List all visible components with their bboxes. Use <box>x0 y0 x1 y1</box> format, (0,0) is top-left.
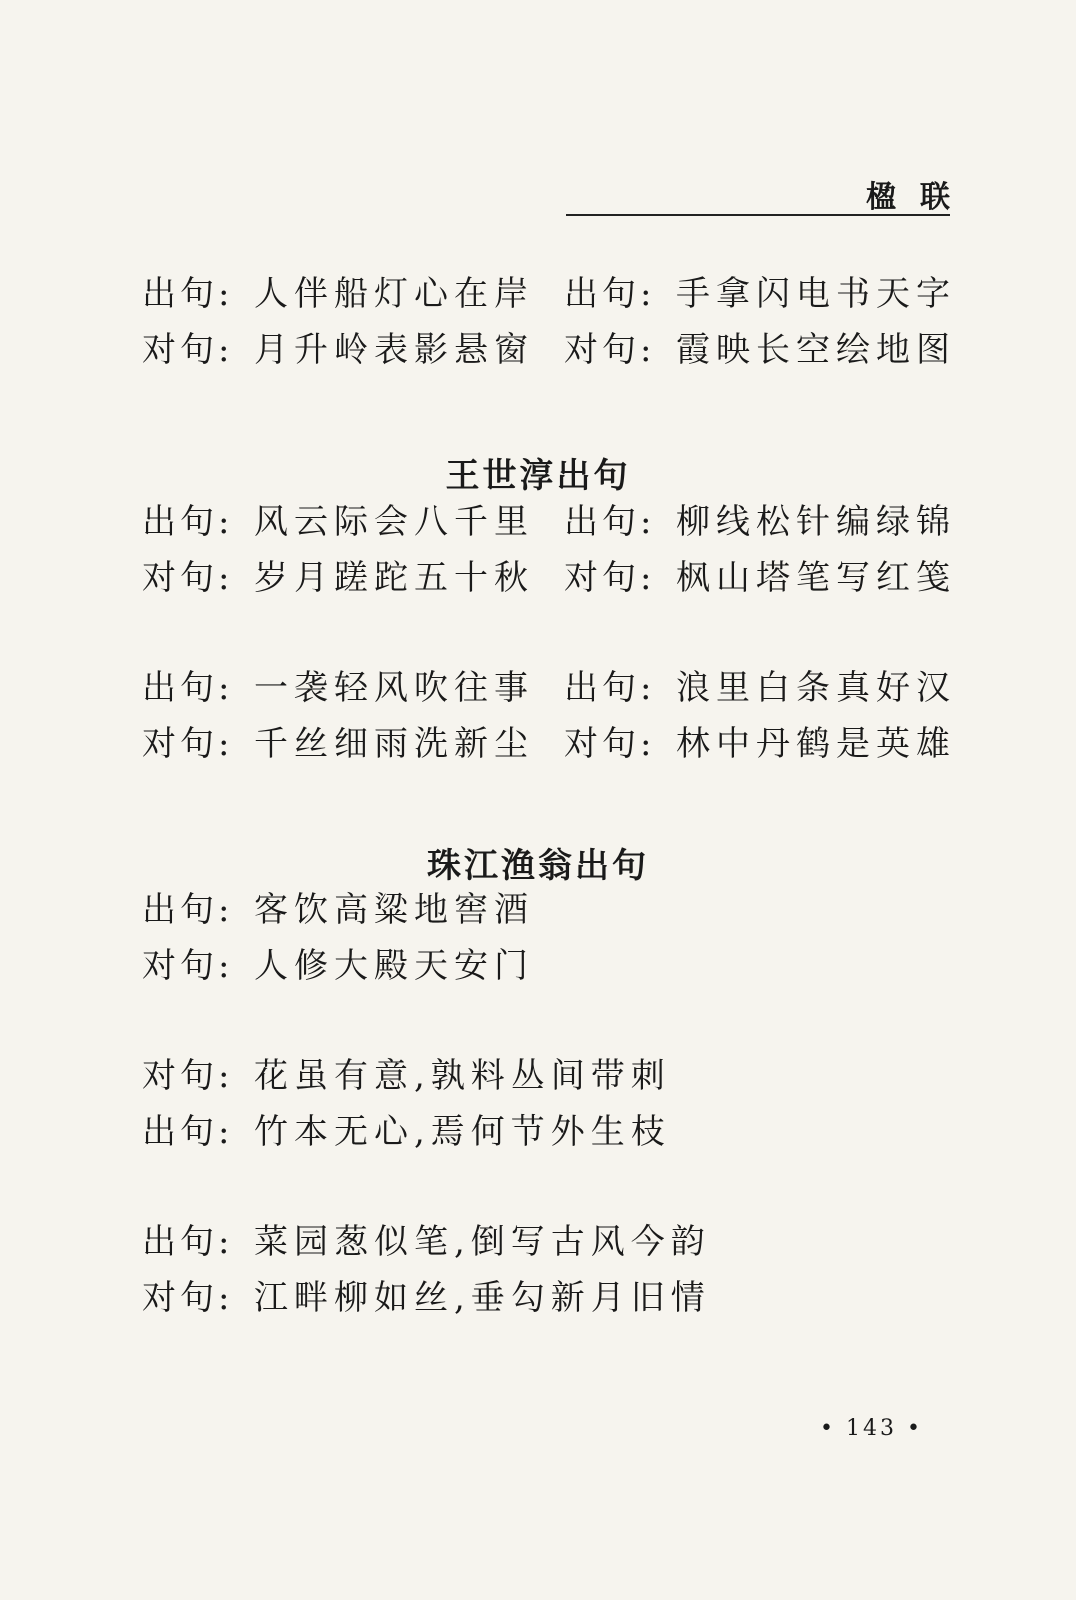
couplet-row <box>142 1274 711 1322</box>
couplet-label: 出句: <box>564 502 656 542</box>
couplet-text: 岁月蹉跎五十秋 <box>254 558 534 598</box>
couplet-row <box>142 886 534 934</box>
couplet-text: 客饮高粱地窖酒 <box>254 890 534 930</box>
couplet-row <box>142 1052 671 1100</box>
running-header <box>566 172 974 216</box>
header-title: 楹联 <box>866 180 974 215</box>
couplet-label: 对句: <box>142 1056 234 1096</box>
couplet-label: 出句: <box>142 274 234 314</box>
couplet-label: 出句: <box>142 1112 234 1152</box>
couplet-label: 出句: <box>142 502 234 542</box>
couplet-label: 出句: <box>564 274 656 314</box>
couplet-label: 对句: <box>142 724 234 764</box>
couplet-text: 手拿闪电书天字 <box>676 274 956 314</box>
couplet-text: 枫山塔笔写红笺 <box>676 558 956 598</box>
couplet-text: 风云际会八千里 <box>254 502 534 542</box>
couplet-row <box>142 1218 711 1266</box>
couplet-text: 江畔柳如丝,垂勾新月旧情 <box>254 1278 711 1318</box>
couplet-row <box>142 1108 671 1156</box>
couplet-text: 浪里白条真好汉 <box>676 668 956 708</box>
couplet-row <box>142 270 956 318</box>
couplet-label: 出句: <box>142 1222 234 1262</box>
couplet-text: 林中丹鹤是英雄 <box>676 724 956 764</box>
couplet-text: 菜园葱似笔,倒写古风今韵 <box>254 1222 711 1262</box>
section-heading: 王世淳出句 <box>445 456 631 496</box>
couplet-row <box>142 498 956 546</box>
couplet-row <box>142 720 956 768</box>
couplet-text: 花虽有意,孰料丛间带刺 <box>254 1056 671 1096</box>
couplet-label: 对句: <box>142 946 234 986</box>
couplet-text: 人修大殿天安门 <box>254 946 534 986</box>
couplet-label: 出句: <box>564 668 656 708</box>
couplet-label: 对句: <box>564 330 656 370</box>
couplet-label: 对句: <box>142 1278 234 1318</box>
section-heading: 珠江渔翁出句 <box>427 846 649 886</box>
couplet-text: 一袭轻风吹往事 <box>254 668 534 708</box>
couplet-row <box>142 664 956 712</box>
couplet-text: 柳线松针编绿锦 <box>676 502 956 542</box>
couplet-label: 出句: <box>142 890 234 930</box>
page-number: • 143 • <box>820 1416 923 1441</box>
couplet-row <box>142 554 956 602</box>
couplet-label: 对句: <box>142 330 234 370</box>
couplet-text: 人伴船灯心在岸 <box>254 274 534 314</box>
couplet-row <box>142 942 534 990</box>
couplet-text: 竹本无心,焉何节外生枝 <box>254 1112 671 1152</box>
couplet-label: 出句: <box>142 668 234 708</box>
couplet-text: 霞映长空绘地图 <box>676 330 956 370</box>
couplet-label: 对句: <box>142 558 234 598</box>
couplet-label: 对句: <box>564 724 656 764</box>
couplet-label: 对句: <box>564 558 656 598</box>
couplet-row <box>142 326 956 374</box>
couplet-text: 月升岭表影悬窗 <box>254 330 534 370</box>
couplet-text: 千丝细雨洗新尘 <box>254 724 534 764</box>
